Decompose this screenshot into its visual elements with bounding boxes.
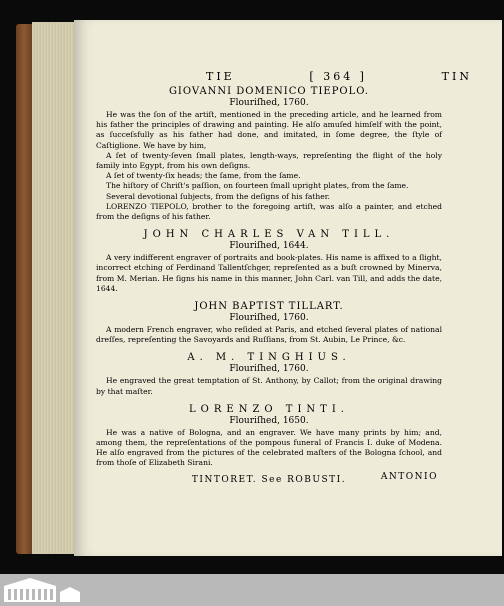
entry-paragraph: Several devotional ſubjects, from the deſigns of his father. bbox=[106, 191, 330, 201]
entry-title: LORENZO TINTI. bbox=[189, 403, 349, 415]
running-head bbox=[206, 70, 472, 83]
entry-paragraph: A ſet of twenty-ſix heads; the ſame, from the ſame. bbox=[106, 171, 301, 181]
entry-title: GIOVANNI DOMENICO TIEPOLO. bbox=[168, 86, 370, 97]
entry-paragraph: He was a native of Bologna, and an engraver. We have many prints by him; and, among them, the repreſentations of the pompous funeral of Francis I. duke of Modena. He alſo engraved from the pictures of the celebrated maſters of the Bologna ſchool, and from thoſe of Elizabeth Sirani. bbox=[96, 427, 442, 468]
entry-flourished: Flouriſhed, 1650. bbox=[229, 415, 309, 426]
entry-paragraph: A very indifferent engraver of portraits and book-plates. His name is affixed to a ſlight, incorrect etching of Ferdinand Tallentſchger, repreſented as a buſt crowned by Minerva, from M. Merian. He ſigns his name in this manner, John Carl. van Till, and adds the date, 1644. bbox=[96, 253, 442, 293]
viewer-footer bbox=[0, 574, 504, 606]
entry-title: A. M. TINGHIUS. bbox=[187, 352, 351, 364]
page-number: [ 364 ] bbox=[309, 70, 367, 83]
entry-paragraph: He engraved the great temptation of St. Anthony, by Callot; from the original drawing by that maſter. bbox=[96, 376, 442, 396]
library-building-icon bbox=[2, 576, 82, 604]
running-head-right: TIN bbox=[441, 70, 472, 83]
entry-flourished: Flouriſhed, 1760. bbox=[229, 364, 309, 375]
entry-paragraph: A ſet of twenty-ſeven ſmall plates, length-ways, repreſenting the flight of the holy family into Egypt, from his own deſigns. bbox=[96, 150, 442, 171]
running-head-left: TIE bbox=[206, 70, 235, 83]
page-edges bbox=[32, 22, 78, 554]
entry-paragraph: A modern French engraver, who reſided at Paris, and etched ſeveral plates of national dreſſes, repreſenting the Savoyards and Ruſſians, from St. Aubin, Le Prince, &c. bbox=[96, 325, 442, 345]
entry-flourished: Flouriſhed, 1644. bbox=[229, 241, 309, 252]
entry-flourished: Flouriſhed, 1760. bbox=[229, 313, 309, 324]
catchword: ANTONIO bbox=[380, 472, 438, 482]
entry-title: JOHN BAPTIST TILLART. bbox=[194, 301, 344, 313]
page-content bbox=[96, 86, 442, 494]
entry-paragraph: LORENZO TIEPOLO, brother to the foregoing artiſt, was alſo a painter, and etched from the deſigns of his father. bbox=[96, 201, 442, 222]
entry-flourished: Flouriſhed, 1760. bbox=[229, 98, 309, 108]
entry-title: JOHN CHARLES VAN TILL. bbox=[143, 229, 395, 241]
cross-reference: TINTORET. See ROBUSTI. bbox=[191, 474, 347, 485]
entry-paragraph: He was the ſon of the artiſt, mentioned in the preceding article, and he learned from his father the principles of drawing and painting. He alſo amuſed himſelf with the point, as ſucceſsfully as his father had done, and imitated, in ſome degree, the ſtyle of Caſtiglione. We have by him, bbox=[96, 110, 442, 150]
entry-paragraph: The hiſtory of Chriſt's paſſion, on fourteen ſmall upright plates, from the ſame. bbox=[106, 181, 409, 191]
